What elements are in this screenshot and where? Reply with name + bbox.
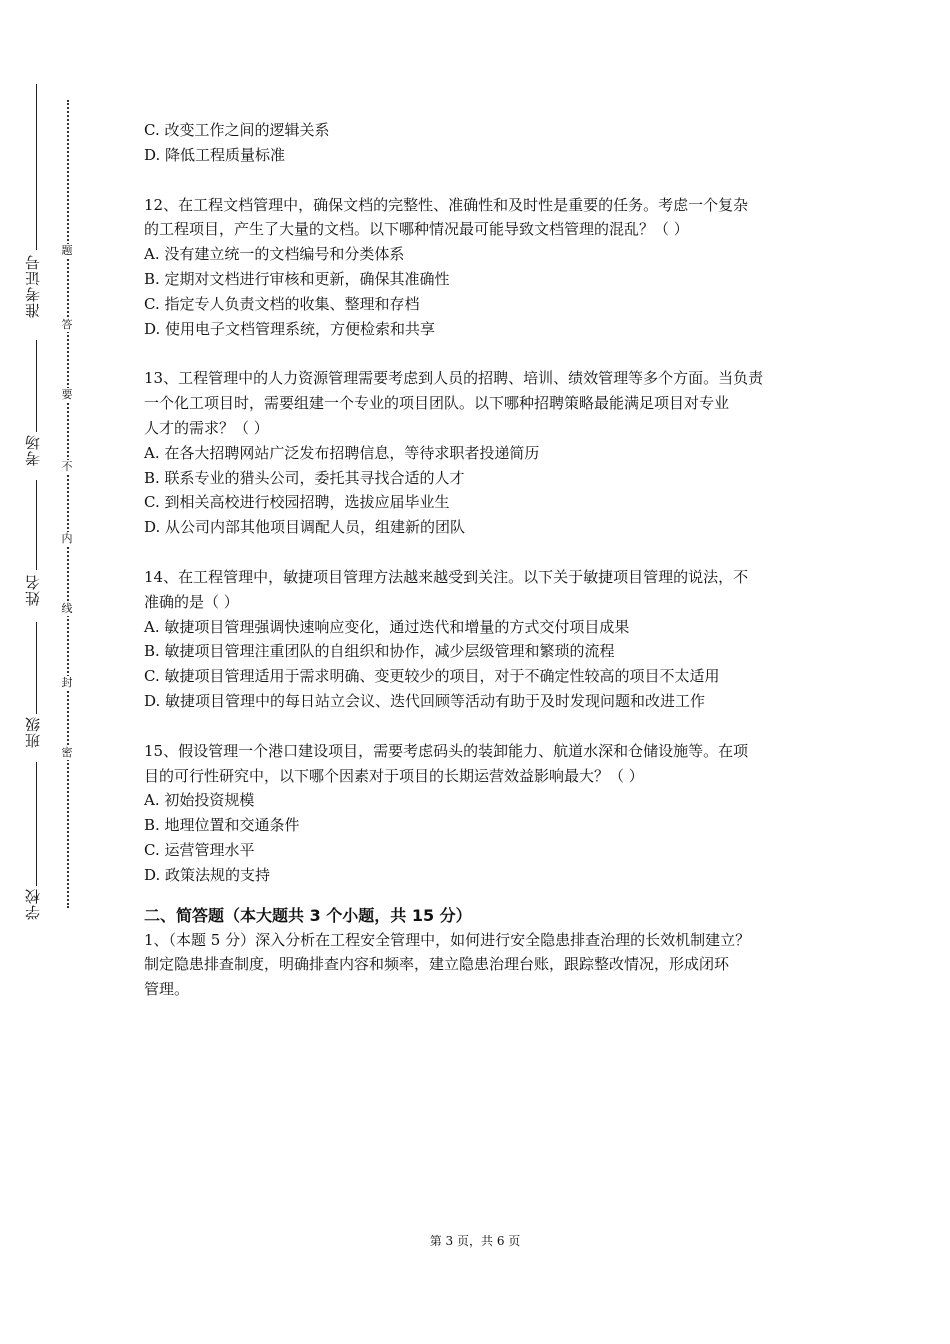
- label-school: 学校: [24, 888, 42, 920]
- seal-char: 密: [61, 746, 73, 759]
- option-a: A. 在各大招聘网站广泛发布招聘信息，等待求职者投递简历: [144, 443, 540, 462]
- option-a: A. 敏捷项目管理强调快速响应变化，通过迭代和增量的方式交付项目成果: [144, 617, 630, 636]
- label-exam-room: 考场: [24, 434, 42, 466]
- option-c: C. 指定专人负责文档的收集、整理和存档: [144, 294, 420, 313]
- blank-line: [36, 84, 37, 250]
- exam-content: [144, 118, 814, 1002]
- option-c: C. 运营管理水平: [144, 840, 255, 859]
- option-a: A. 没有建立统一的文档编号和分类体系: [144, 245, 405, 264]
- question-12: [144, 193, 814, 342]
- question-stem: 13、工程管理中的人力资源管理需要考虑到人员的招聘、培训、绩效管理等多个方面。当负责: [144, 369, 764, 388]
- short-answer-1: [144, 928, 814, 1002]
- question-stem: 15、假设管理一个港口建设项目，需要考虑码头的装卸能力、航道水深和仓储设施等。在项: [144, 741, 749, 760]
- question-13: [144, 366, 814, 540]
- blank-line: [36, 340, 37, 432]
- option-b: B. 地理位置和交通条件: [144, 816, 300, 835]
- option-c: C. 到相关高校进行校园招聘，选拔应届毕业生: [144, 493, 450, 512]
- question-stem: 一个化工项目时，需要组建一个专业的项目团队。以下哪种招聘策略最能满足项目对专业: [144, 394, 730, 413]
- question-stem: 人才的需求？（ ）: [144, 418, 269, 437]
- option-d: D. 降低工程质量标准: [144, 145, 286, 164]
- option-d: D. 政策法规的支持: [144, 865, 271, 884]
- question-stem: 目的可行性研究中，以下哪个因素对于项目的长期运营效益影响最大？（ ）: [144, 766, 644, 785]
- label-class: 班级: [24, 716, 42, 748]
- section-heading: 二、简答题（本大题共 3 个小题，共 15 分）: [144, 905, 472, 925]
- question-stem: 1、（本题 5 分）深入分析在工程安全管理中，如何进行安全隐患排查治理的长效机制建立？: [144, 930, 751, 949]
- option-b: B. 敏捷项目管理注重团队的自组织和协作，减少层级管理和繁琐的流程: [144, 642, 615, 661]
- option-a: A. 初始投资规模: [144, 791, 255, 810]
- seal-char: 不: [61, 460, 73, 473]
- label-name: 姓名: [24, 574, 42, 606]
- page-number: 第 3 页，共 6 页: [429, 1234, 521, 1248]
- seal-dotted-line: [67, 100, 69, 908]
- option-d: D. 从公司内部其他项目调配人员，组建新的团队: [144, 518, 466, 537]
- answer-text: 管理。: [144, 980, 190, 999]
- option-c: C. 改变工作之间的逻辑关系: [144, 121, 330, 139]
- label-admission-number: 准考证号: [24, 254, 42, 318]
- option-b: B. 联系专业的猎头公司，委托其寻找合适的人才: [144, 468, 465, 487]
- option-c: C. 敏捷项目管理适用于需求明确、变更较少的项目，对于不确定性较高的项目不太适用: [144, 667, 720, 686]
- question-stem: 14、在工程管理中，敏捷项目管理方法越来越受到关注。以下关于敏捷项目管理的说法，不: [144, 567, 749, 586]
- answer-text: 制定隐患排查制度，明确排查内容和频率，建立隐患治理台账，跟踪整改情况，形成闭环: [144, 955, 730, 974]
- seal-char: 题: [61, 244, 73, 257]
- blank-line: [36, 480, 37, 570]
- seal-char: 答: [61, 318, 73, 331]
- seal-char: 内: [61, 532, 73, 545]
- option-d: D. 敏捷项目管理中的每日站立会议、迭代回顾等活动有助于及时发现问题和改进工作: [144, 691, 706, 710]
- seal-char: 线: [61, 602, 73, 615]
- question-stem: 的工程项目，产生了大量的文档。以下哪种情况最可能导致文档管理的混乱？（ ）: [144, 220, 689, 239]
- question-14: [144, 565, 814, 714]
- question-stem: 12、在工程文档管理中，确保文档的完整性、准确性和及时性是重要的任务。考虑一个复杂: [144, 195, 749, 214]
- binding-margin: [0, 0, 90, 1344]
- question-15: [144, 739, 814, 888]
- option-d: D. 使用电子文档管理系统，方便检索和共享: [144, 319, 436, 338]
- seal-char: 封: [61, 676, 73, 689]
- question-stem: 准确的是（ ）: [144, 592, 239, 611]
- previous-question-options: [144, 118, 814, 168]
- seal-char: 要: [61, 388, 73, 401]
- blank-line: [36, 622, 37, 714]
- option-b: B. 定期对文档进行审核和更新，确保其准确性: [144, 269, 450, 288]
- blank-line: [36, 762, 37, 886]
